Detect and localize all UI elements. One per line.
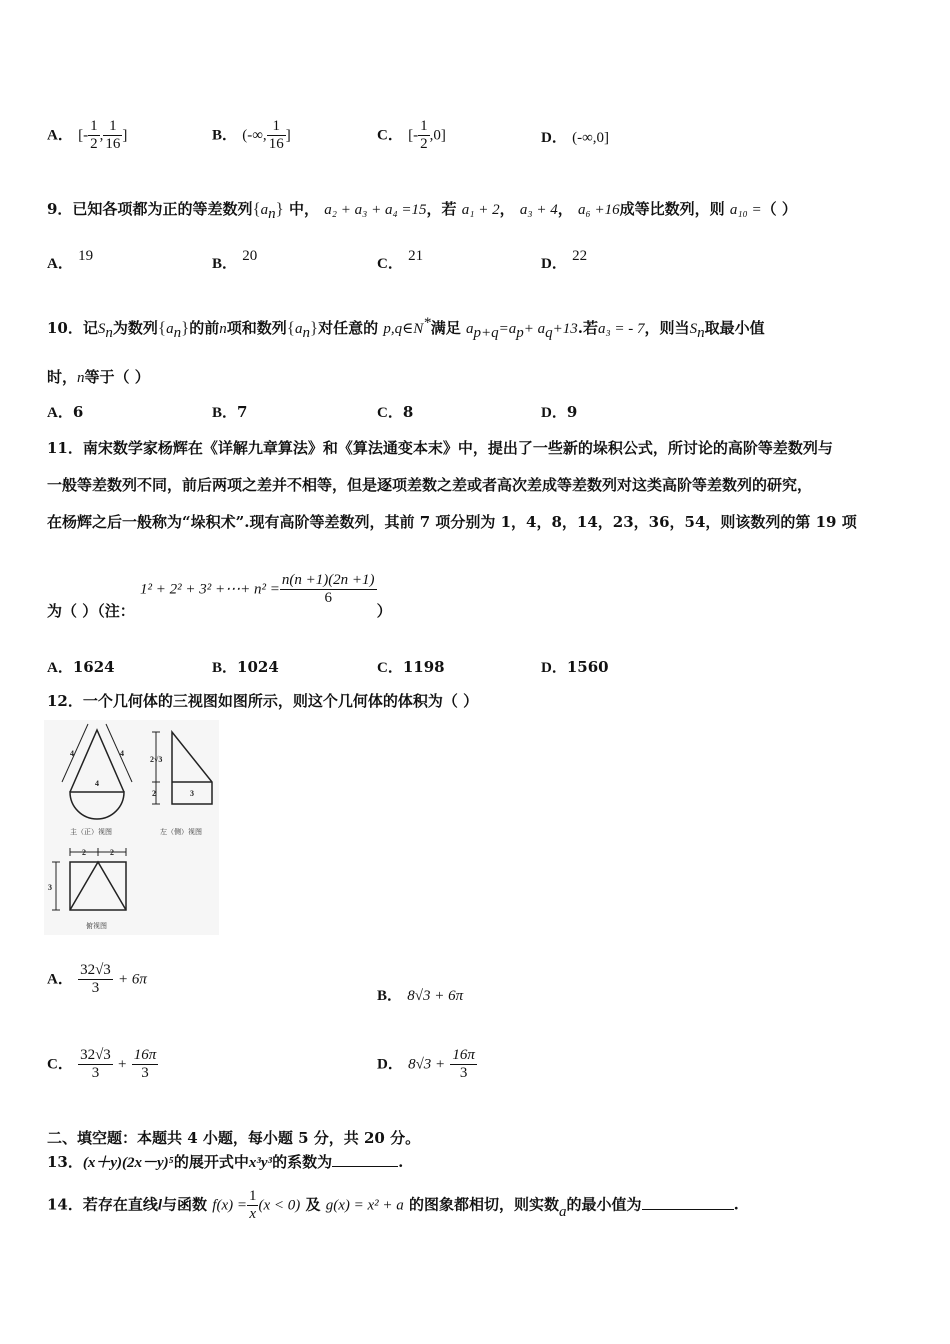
side-view-caption: 左（侧）视图 (160, 828, 202, 836)
q13-answer-blank[interactable] (332, 1166, 398, 1167)
q12-option-d[interactable]: D． 8√3 + $\frac{16\pi}{3}$ (377, 1047, 475, 1081)
top-view-caption: 俯视图 (86, 922, 107, 930)
q8-option-c[interactable]: C． [- $\frac{1}{2}$ ,0] (377, 118, 446, 152)
side-label-2r3: 2√3 (150, 755, 163, 764)
front-label-4b: 4 (120, 749, 124, 758)
three-view-figure (44, 720, 219, 935)
q9-option-d[interactable]: D． 22 (541, 248, 588, 272)
q10-option-b[interactable]: B．7 (212, 403, 248, 421)
q12-stem: 12．一个几何体的三视图如图所示，则这个几何体的体积为（ ） (47, 692, 479, 710)
q12-option-a[interactable]: A． $\frac{32√3}{3}$ + 6π (47, 962, 147, 996)
q8-option-b[interactable]: B． (-∞, $\frac{1}{16}$ ] (212, 118, 291, 152)
side-label-2: 2 (152, 789, 156, 798)
q11-stem-line2: 一般等差数列不同，前后两项之差并不相等，但是逐项差数之差或者高次差成等差数列对这类高阶等差数列的研究， (47, 476, 813, 494)
q11-stem-line4: 为（ ）（注： 1² + 2² + 3² +⋯+ n² = $\frac{n(n +1)(2n +1)}{6}$ ） (47, 572, 392, 620)
q11-option-a[interactable]: A．1624 (47, 658, 115, 676)
q14-stem: 14．若存在直线l与函数 f(x) = $\frac{1}{x}$ (x < 0) 及 g(x) = x² + a 的图象都相切，则实数a的最小值为 . (47, 1188, 739, 1222)
q8-option-d[interactable]: D． (-∞,0] (541, 130, 610, 146)
q8-option-a[interactable]: A． [- $\frac{1}{2}$ , $\frac{1}{16}$ ] (47, 118, 128, 152)
top-view-rect (70, 862, 126, 910)
q14-answer-blank[interactable] (642, 1209, 734, 1210)
front-view-semicircle (70, 792, 124, 819)
section-2-heading: 二、填空题：本题共 4 小题，每小题 5 分，共 20 分。 (47, 1129, 421, 1147)
side-label-3: 3 (190, 789, 194, 798)
three-view-drawing (44, 720, 219, 935)
top-label-2b: 2 (110, 848, 114, 857)
q12-option-c[interactable]: C． $\frac{32√3}{3}$ + $\frac{16\pi}{3}$ (47, 1047, 157, 1081)
q13-stem: 13．(x＋y)(2x－y)⁵的展开式中x³y³的系数为 . (47, 1153, 404, 1171)
q11-option-c[interactable]: C．1198 (377, 658, 445, 676)
q9-option-c[interactable]: C． 21 (377, 248, 424, 272)
q9-stem: 9．已知各项都为正的等差数列$\{a_n\}$ 中， a₂ + a₃ + a₄ =15，若 a₁ + 2， a₃ + 4， a₆ +16成等比数列，则 a₁₀ =（ ） (47, 199, 797, 222)
q11-stem-line3: 在杨辉之后一般称为“垛积术”.现有高阶等差数列，其前 7 项分别为 1，4，8，14，23，36，54，则该数列的第 19 项 (47, 513, 857, 531)
q10-option-d[interactable]: D．9 (541, 403, 578, 421)
top-label-3: 3 (48, 883, 52, 892)
q10-stem-line2: 时，n等于（ ） (47, 368, 150, 386)
front-view-caption: 主（正）视图 (70, 828, 112, 836)
q11-stem-line1: 11．南宋数学家杨辉在《详解九章算法》和《算法通变本末》中，提出了一些新的垛积公式，所讨论的高阶等差数列与 (47, 439, 833, 457)
top-view-triangle (70, 862, 126, 910)
q12-option-b[interactable]: B． 8√3 + 6π (377, 988, 464, 1004)
q11-option-b[interactable]: B．1024 (212, 658, 279, 676)
q10-stem-line1: 10．记$S_n$为数列$\{a_n\}$的前n项和数列$\{a_n\}$对任意的 p,q∈N*满足 $a_{p+q}=a_p+ a_q+13$.若a₃ = - 7，则当$S_n$取最小值 (47, 315, 765, 341)
q10-option-c[interactable]: C．8 (377, 403, 414, 421)
q11-option-d[interactable]: D．1560 (541, 658, 609, 676)
front-label-4c: 4 (95, 779, 99, 788)
q9-option-a[interactable]: A． 19 (47, 248, 94, 272)
front-label-4a: 4 (70, 749, 74, 758)
q10-option-a[interactable]: A．6 (47, 403, 84, 421)
top-label-2a: 2 (82, 848, 86, 857)
q9-option-b[interactable]: B． 20 (212, 248, 258, 272)
